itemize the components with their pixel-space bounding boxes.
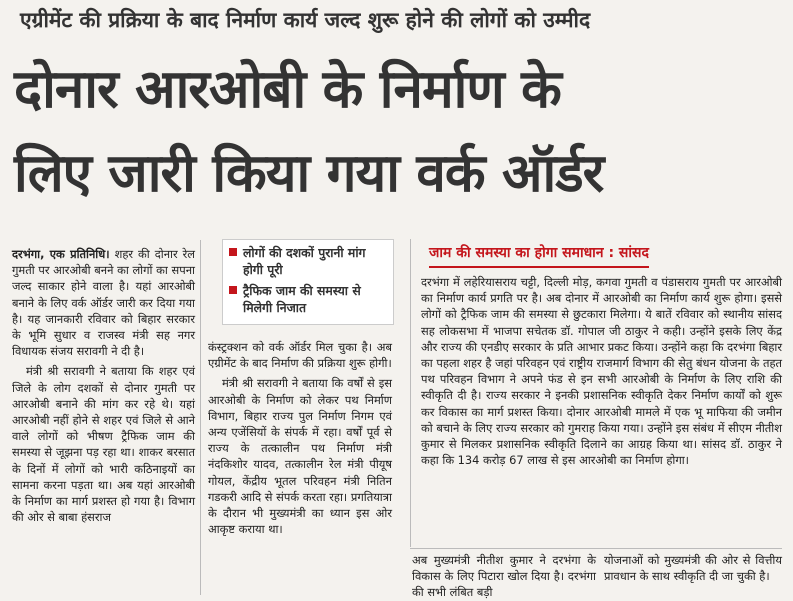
article-column-1 bbox=[12, 246, 195, 529]
bullet-square-icon bbox=[229, 248, 237, 256]
article-column-3: अब मुख्यमंत्री नीतीश कुमार ने दरभंगा के विकास के लिए पिटारा खोल दिया है। दरभंगा की सभी लंबित बड़ी bbox=[412, 553, 596, 600]
highlight-item bbox=[229, 244, 387, 278]
column-1-paragraph-2: मंत्री श्री सरावगी ने बताया कि शहर एवं जिले के लोग दशकों से दोनार गुमती पर आरओबी बनाने की मांग कर रहे थे। यहां आरओबी नहीं होने से शहर एवं जिले से आने वाले लोगों को भीषण ट्रैफिक जाम की समस्या से जूझना पड़ रहा था। शाकर बरसात के दिनों में लोगों को भारी कठिनाइयों का सामना करना पड़ता था। अब यहां आरओबी के निर्माण का मार्ग प्रशस्त हो गया है। विभाग की ओर से बाबा हंसराज bbox=[12, 364, 195, 525]
article-kicker: एग्रीमेंट की प्रक्रिया के बाद निर्माण कार्य जल्द शुरू होने की लोगों को उम्मीद bbox=[20, 8, 591, 32]
column-1-paragraph-1-text: शहर की दोनार रेल गुमती पर आरओबी बनने का लोगों का सपना जल्द साकार होने वाला है। यहां आरओबी बनाने के लिए वर्क ऑर्डर जारी कर दिया गया है। यह जानकारी रविवार को बिहार सरकार के भूमि सुधार व राजस्व मंत्री सह नगर विधायक संजय सरावगी ने दी है। bbox=[12, 247, 196, 359]
headline-line-2: लिए जारी किया गया वर्क ऑर्डर bbox=[14, 143, 604, 204]
column-1-paragraph-1 bbox=[12, 246, 195, 359]
bullet-square-icon bbox=[229, 286, 237, 294]
column-2-paragraph-1: कंस्ट्रक्शन को वर्क ऑर्डर मिल चुका है। अब एग्रीमेंट के बाद निर्माण की प्रक्रिया शुरू होगी। bbox=[208, 340, 392, 371]
sidebar-title: जाम की समस्या का होगा समाधान : सांसद bbox=[429, 243, 649, 268]
headline-line-1: दोनार आरओबी के निर्माण के bbox=[14, 59, 561, 120]
sidebar-box bbox=[410, 239, 782, 547]
article-column-2 bbox=[208, 339, 392, 541]
dateline: दरभंगा, एक प्रतिनिधि। bbox=[12, 247, 110, 261]
column-divider bbox=[200, 240, 201, 595]
sidebar-bottom-rule bbox=[410, 548, 782, 549]
highlights-box bbox=[222, 239, 394, 325]
article-column-4: योजनाओं को मुख्यमंत्री की ओर से वित्तीय प्रावधान के साथ स्वीकृति दी जा चुकी है। bbox=[604, 553, 782, 584]
sidebar-body: दरभंगा में लहेरियासराय चट्टी, दिल्ली मोड़, कगवा गुमती व पंडासराय गुमती पर आरओबी का निर्माण कार्य प्रगति पर है। अब दोनार में आरओबी का निर्माण कार्य शुरू होगा। इससे लोगों को ट्रैफिक जाम की समस्या से छुटकारा मिलेगा। ये बातें रविवार को स्थानीय सांसद सह लोकसभा में भाजपा सचेतक डॉ. गोपाल जी ठाकुर ने कही। उन्होंने इसके लिए केंद्र और राज्य की एनडीए सरकार के प्रति आभार प्रकट किया। उन्होंने कहा कि दरभंगा बिहार का पहला शहर है जहां परिवहन एवं राष्ट्रीय राजमार्ग विभाग की सेतु बंधन योजना के तहत पथ परिवहन विभाग ने अपने फंड से इन सभी आरओबी के निर्माण के लिए राशि की स्वीकृति दी है। राज्य सरकार ने इनकी प्रशासनिक स्वीकृति देकर निर्माण कार्यों को शुरू कर विकास का मार्ग प्रशस्त किया। दोनार आरओबी मामले में एक भू माफिया की जमीन को बचाने के लिए राज्य सरकार को गुमराह किया गया। उन्होंने इस संबंध में सीएम नीतीश कुमार से मिलकर प्रशासनिक स्वीकृति दिलाने का आग्रह किया था। सांसद डॉ. ठाकुर ने कहा कि 134 करोड़ 67 लाख से इस आरओबी का निर्माण होगा। bbox=[421, 275, 782, 468]
highlight-text: लोगों की दशकों पुरानी मांग होगी पूरी bbox=[243, 245, 366, 277]
column-2-paragraph-2: मंत्री श्री सरावगी ने बताया कि वर्षों से इस आरओबी के निर्माण को लेकर पथ निर्माण विभाग, बिहार राज्य पुल निर्माण निगम एवं अन्य एजेंसियों के संपर्क में रहा। वर्षों पूर्व से राज्य के तत्कालीन पथ निर्माण मंत्री नंदकिशोर यादव, तत्कालीन रेल मंत्री पीयूष गोयल, केंद्रीय भूतल परिवहन मंत्री नितिन गडकरी आदि से संपर्क करता रहा। प्रगतियात्रा के दौरान भी मुख्यमंत्री का ध्यान इस ओर आकृष्ट कराया था। bbox=[208, 376, 392, 537]
highlight-item bbox=[229, 282, 387, 316]
highlight-text: ट्रैफिक जाम की समस्या से मिलेगी निजात bbox=[243, 283, 361, 315]
